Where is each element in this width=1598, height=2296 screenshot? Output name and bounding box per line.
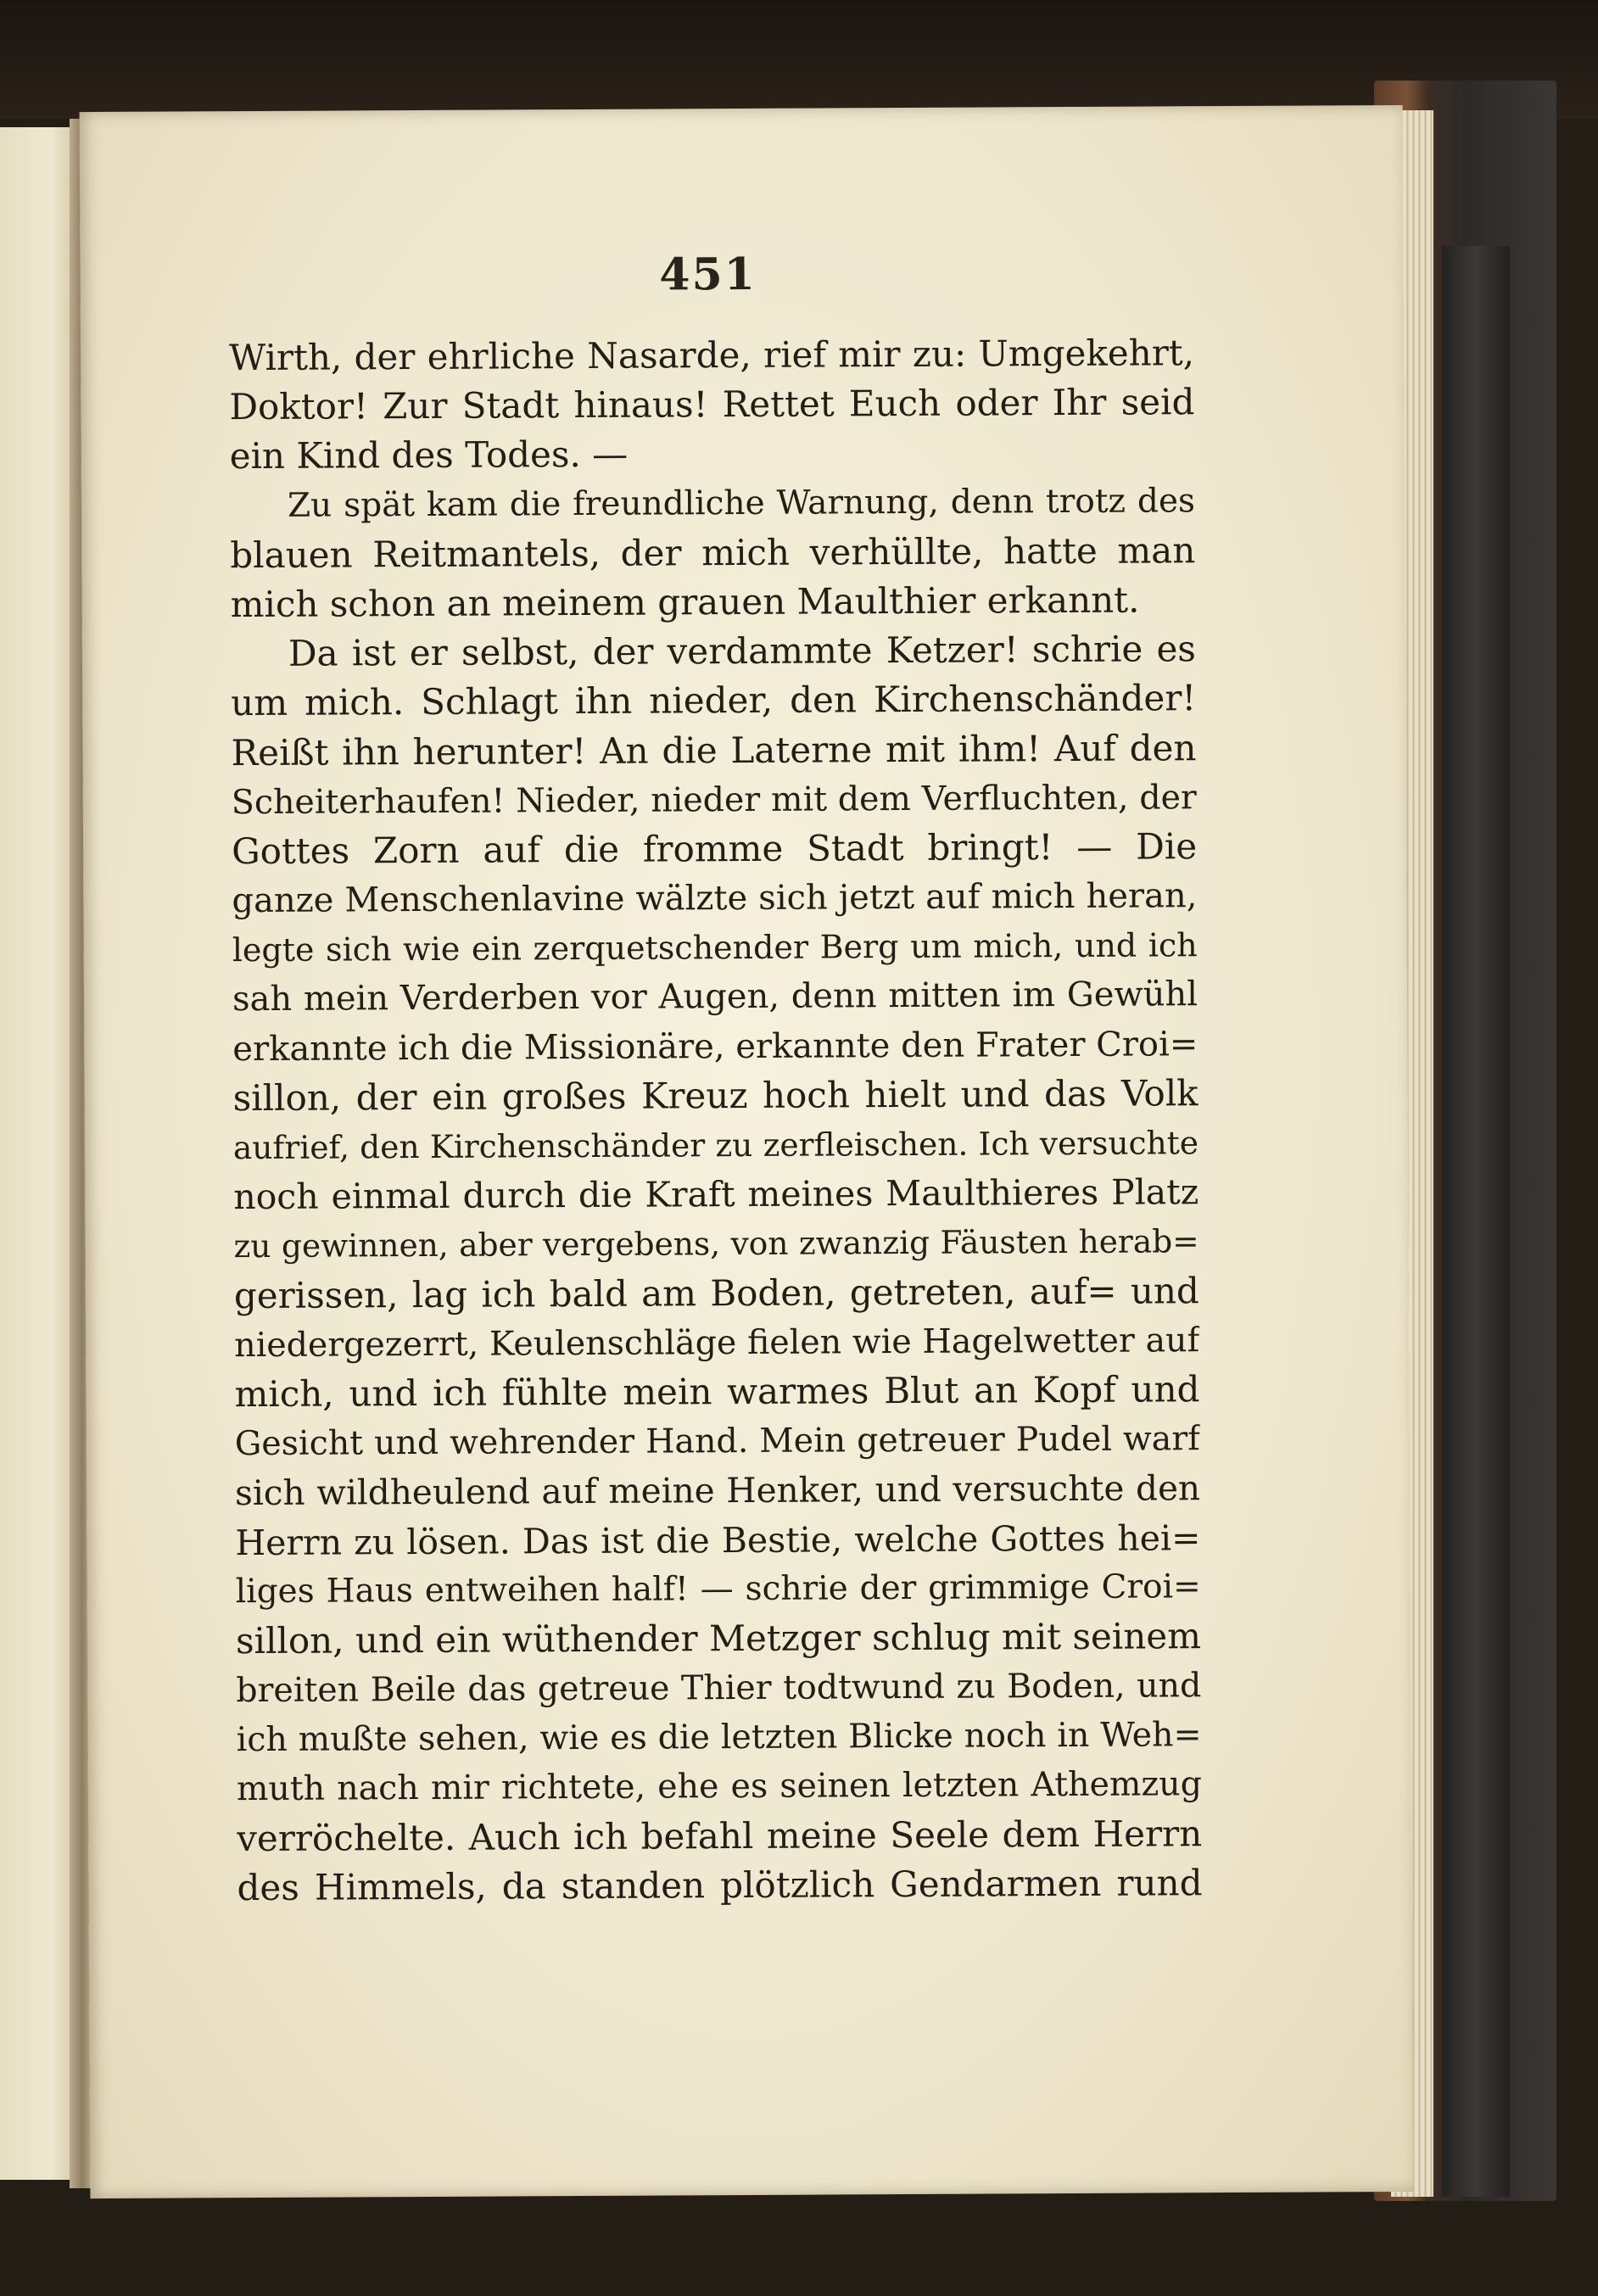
- text-line: mich, und ich fühlte mein warmes Blut an Kopf und: [234, 1368, 1200, 1416]
- text-line: Scheiterhaufen! Nieder, nieder mit dem Verfluchten, der: [231, 777, 1197, 822]
- text-line: breiten Beile das getreue Thier todtwund zu Boden, und: [236, 1666, 1202, 1711]
- text-line: mich schon an meinem grauen Maulthier erkannt.: [230, 578, 1140, 626]
- text-line: legte sich wie ein zerquetschender Berg um mich, und ich: [232, 926, 1198, 969]
- text-line: ein Kind des Todes. —: [229, 433, 629, 478]
- body-text: [229, 328, 1203, 1913]
- text-line: zu gewinnen, aber vergebens, von zwanzig Fäusten herab=: [233, 1222, 1199, 1265]
- scan-background: [0, 0, 1598, 119]
- text-line: Herrn zu lösen. Das ist die Bestie, welche Gottes hei=: [235, 1517, 1201, 1563]
- text-line: Reißt ihn herunter! An die Laterne mit ihm! Auf den: [231, 726, 1197, 774]
- text-line: gerissen, lag ich bald am Boden, getreten, auf= und: [233, 1269, 1199, 1316]
- text-line: liges Haus entweihen half! — schrie der grimmige Croi=: [235, 1567, 1201, 1611]
- text-line: ganze Menschenlavine wälzte sich jetzt auf mich heran,: [232, 876, 1198, 921]
- text-line: muth nach mir richtete, ehe es seinen letzten Athemzug: [236, 1764, 1203, 1809]
- text-line: Da ist er selbst, der verdammte Ketzer! schrie es: [288, 628, 1197, 674]
- text-line: sillon, und ein wüthender Metzger schlug mit seinem: [235, 1615, 1202, 1662]
- text-line: Zu spät kam die freundliche Warnung, denn trotz des: [287, 481, 1196, 525]
- text-line: ich mußte sehen, wie es die letzten Blicke noch in Weh=: [236, 1715, 1202, 1760]
- book-cover-spine: [1442, 246, 1510, 2197]
- text-line: Gesicht und wehrender Hand. Mein getreuer Pudel warf: [234, 1419, 1200, 1464]
- text-line: Wirth, der ehrliche Nasarde, rief mir zu: Umgekehrt,: [228, 332, 1195, 379]
- text-line: niedergezerrt, Keulenschläge fielen wie Hagelwetter auf: [234, 1320, 1200, 1365]
- text-line: Doktor! Zur Stadt hinaus! Rettet Euch oder Ihr seid: [229, 381, 1195, 428]
- text-line: um mich. Schlagt ihn nieder, den Kirchenschänder!: [231, 677, 1197, 724]
- text-line: noch einmal durch die Kraft meines Maulthieres Platz: [233, 1171, 1199, 1218]
- text-line: des Himmels, da standen plötzlich Gendarmen rund: [237, 1862, 1203, 1908]
- text-line: sah mein Verderben vor Augen, denn mitten im Gewühl: [232, 975, 1198, 1020]
- text-line: sich wildheulend auf meine Henker, und versuchte den: [234, 1467, 1201, 1514]
- text-line: verröchelte. Auch ich befahl meine Seele dem Herrn: [237, 1812, 1203, 1859]
- text-line: Gottes Zorn auf die fromme Stadt bringt! — Die: [232, 825, 1198, 873]
- page-number: 451: [659, 248, 757, 301]
- text-line: erkannte ich die Missionäre, erkannte den Frater Croi=: [232, 1024, 1198, 1069]
- text-line: blauen Reitmantels, der mich verhüllte, hatte man: [230, 528, 1196, 576]
- text-line: aufrief, den Kirchenschänder zu zerfleischen. Ich versuchte: [232, 1124, 1199, 1167]
- text-line: sillon, der ein großes Kreuz hoch hielt und das Volk: [232, 1072, 1198, 1119]
- book-page: [80, 105, 1414, 2198]
